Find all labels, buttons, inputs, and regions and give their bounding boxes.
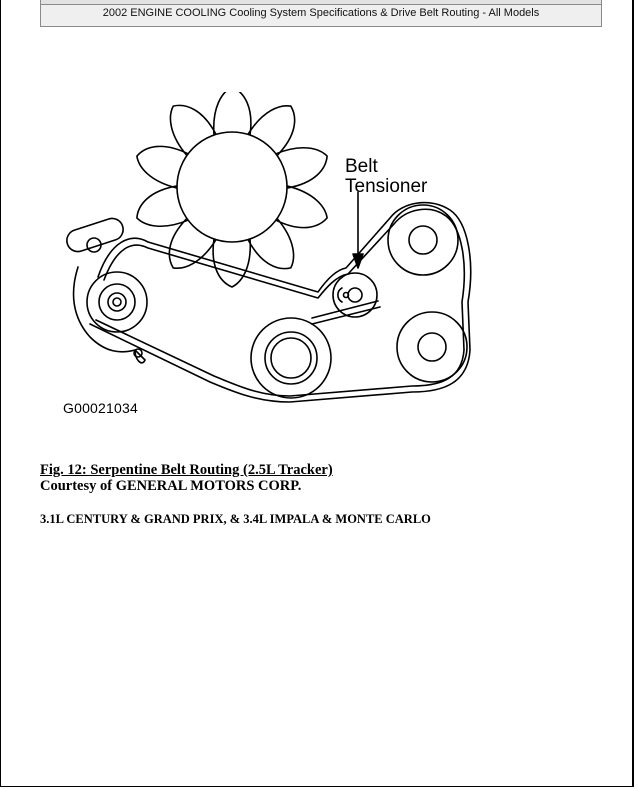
header-top-rule: [41, 0, 601, 5]
alternator-pulley: [87, 272, 147, 332]
section-heading: 3.1L CENTURY & GRAND PRIX, & 3.4L IMPALA & MONTE CARLO: [40, 512, 431, 526]
callout-arrow: [353, 192, 363, 268]
caption-title: Fig. 12: Serpentine Belt Routing (2.5L Tracker): [40, 462, 333, 478]
power-steering-pulley: [388, 205, 458, 275]
belt-tensioner-callout: [345, 157, 427, 197]
belt-routing-diagram: [50, 92, 490, 422]
figure-image-id: G00021034: [63, 400, 138, 416]
crankshaft-pulley: [251, 318, 331, 398]
callout-line-2: Tensioner: [345, 176, 428, 197]
caption-credit: Courtesy of GENERAL MOTORS CORP.: [40, 478, 302, 494]
header-title: 2002 ENGINE COOLING Cooling System Specifications & Drive Belt Routing - All Models: [102, 7, 540, 19]
figure-caption: [40, 462, 333, 494]
document-header: [40, 0, 602, 27]
fan-assembly: [131, 92, 333, 287]
callout-line-1: Belt: [345, 156, 378, 177]
